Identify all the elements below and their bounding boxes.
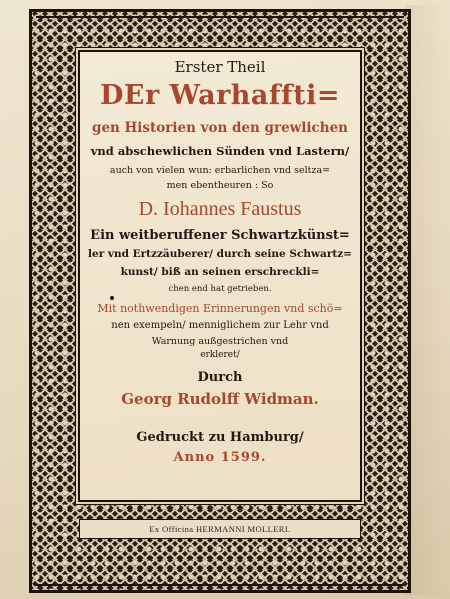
title-line-4: auch von vielen wun: erbarlichen vnd seltza= xyxy=(109,165,331,176)
printers-mark-dot xyxy=(110,296,114,300)
imprint-band xyxy=(80,520,360,538)
author-name: Georg Rudolff Widman. xyxy=(121,390,319,408)
desc-line-2: ler vnd Ertzzäuberer/ durch seine Schwartz= xyxy=(88,248,352,260)
title-line-1: DEr Warhaffti= xyxy=(99,80,341,111)
by-label: Durch xyxy=(197,370,243,385)
text-panel xyxy=(80,52,360,500)
notes-line-4: erkleret/ xyxy=(200,350,240,360)
paper-stain xyxy=(405,5,445,595)
imprint-text: Ex Officina HERMANNI MOLLERI. xyxy=(149,524,291,534)
part-heading: Erster Theil xyxy=(174,58,266,76)
desc-line-1: Ein weitberuffener Schwartzkünst= xyxy=(90,228,350,243)
notes-line-1: Mit nothwendigen Erinnerungen vnd schö= xyxy=(97,302,343,315)
desc-line-4: chen end hat getrieben. xyxy=(168,284,272,294)
notes-line-2: nen exempeln/ menniglichem zur Lehr vnd xyxy=(111,320,329,331)
desc-line-3: kunst/ biß an seinen erschreckli= xyxy=(120,266,320,278)
title-line-2: gen Historien von den grewlichen xyxy=(92,120,348,136)
year-line: Anno 1599. xyxy=(173,450,267,465)
title-line-5: men ebentheuren : So xyxy=(166,180,274,191)
title-line-3: vnd abschewlichen Sünden vnd Lastern/ xyxy=(90,144,350,158)
notes-line-3: Warnung außgestrichen vnd xyxy=(151,336,289,347)
subject-name: D. Iohannes Faustus xyxy=(138,198,302,220)
printed-line: Gedruckt zu Hamburg/ xyxy=(136,430,304,445)
